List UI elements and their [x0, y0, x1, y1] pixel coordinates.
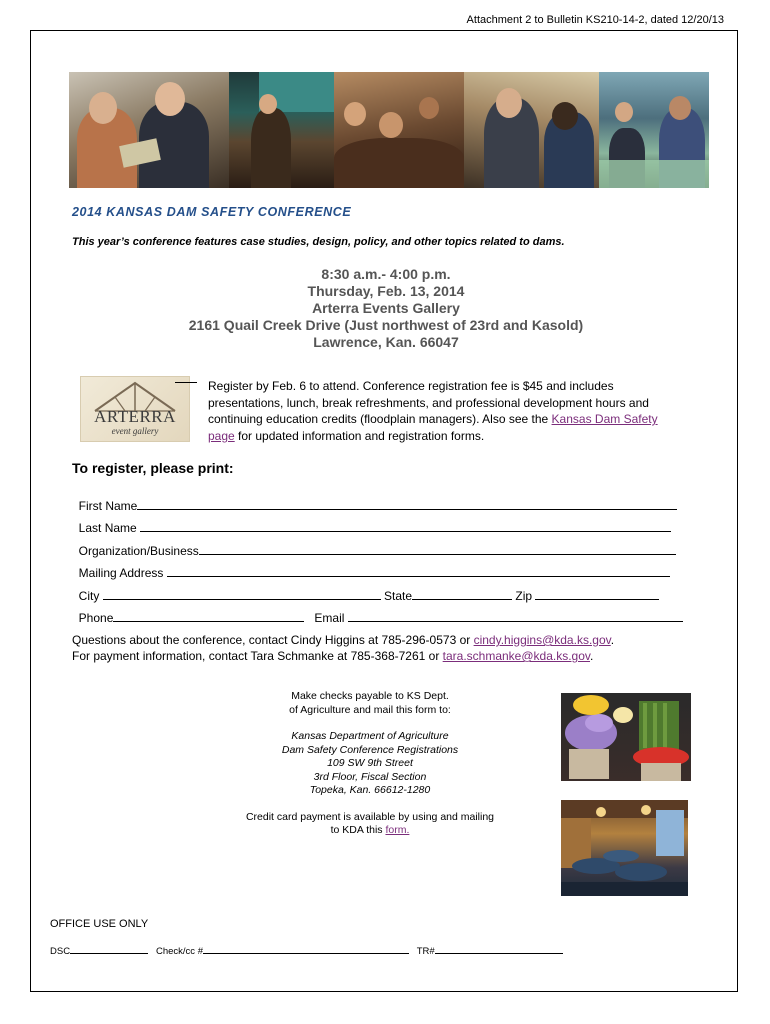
photo-registration-table: [599, 72, 709, 188]
check-instruction-1: Make checks payable to KS Dept.: [291, 690, 449, 702]
photo-networking: [464, 72, 599, 188]
mailing-address-label: Mailing Address: [78, 566, 164, 580]
conference-subtitle: This year’s conference features case studies, design, policy, and other topics related to dams.: [72, 236, 565, 248]
registration-text-end: for updated information and registration forms.: [234, 428, 485, 443]
registration-info: [208, 378, 668, 444]
phone-label: Phone: [78, 611, 114, 625]
photo-speaker-podium: [229, 72, 334, 188]
check-field[interactable]: [203, 944, 409, 954]
state-label: State: [384, 589, 413, 603]
mail-address-line-2: Dam Safety Conference Registrations: [281, 743, 459, 756]
phone-email-row: [72, 596, 683, 625]
cindy-higgins-email-link[interactable]: cindy.higgins@kda.ks.gov: [473, 633, 611, 647]
payment-contact-text: For payment information, contact Tara Schmanke at 785-368-7261 or: [72, 649, 443, 663]
mail-address-line-5: Topeka, Kan. 66612-1280: [309, 784, 431, 796]
organization-label: Organization/Business: [78, 544, 199, 558]
phone-field[interactable]: [113, 610, 304, 622]
city-label: City: [78, 589, 100, 603]
credit-card-note-2: [220, 824, 520, 838]
photo-attendees-talking: [69, 72, 229, 188]
payment-contact-line: [72, 648, 614, 664]
dsc-label: DSC: [50, 946, 71, 957]
mail-address-line-1: Kansas Department of Agriculture: [291, 730, 449, 742]
bulletin-attachment-note: Attachment 2 to Bulletin KS210-14-2, dated 12/20/13: [466, 14, 724, 26]
contact-info: [72, 632, 614, 664]
event-time: 8:30 a.m.- 4:00 p.m.: [321, 266, 451, 282]
mail-address-line-3: 109 SW 9th Street: [327, 757, 413, 769]
kansas-dam-safety-link[interactable]: Kansas Dam Safety page: [208, 412, 658, 443]
logo-divider: [175, 382, 197, 383]
event-date: Thursday, Feb. 13, 2014: [307, 283, 465, 299]
event-address: 2161 Quail Creek Drive (Just northwest of 23rd and Kasold): [188, 317, 584, 333]
mailing-instructions: [220, 690, 520, 838]
credit-card-note-1: Credit card payment is available by using and mailing: [245, 810, 495, 823]
event-city: Lawrence, Kan. 66047: [313, 334, 459, 350]
tr-field[interactable]: [435, 944, 563, 954]
period: .: [590, 649, 594, 663]
photo-flower-arrangement: [561, 693, 691, 781]
event-details: [72, 266, 700, 351]
email-field[interactable]: [348, 610, 683, 622]
zip-label: Zip: [515, 589, 533, 603]
registration-text: Register by Feb. 6 to attend. Conference registration fee is $45 and includes presentations, lunch, break refreshments, and professional development hours and continuing education credits (floodplain managers). Also see the: [208, 379, 649, 426]
form-heading: To register, please print:: [72, 460, 234, 476]
last-name-label: Last Name: [78, 521, 137, 535]
credit-card-form-link[interactable]: form.: [385, 824, 410, 836]
conference-photo-banner: [69, 72, 709, 188]
dsc-field[interactable]: [70, 944, 148, 954]
email-label: Email: [314, 611, 345, 625]
conference-contact-line: [72, 632, 614, 648]
first-name-label: First Name: [78, 499, 138, 513]
check-label: Check/cc #: [155, 946, 203, 957]
mail-address-line-4: 3rd Floor, Fiscal Section: [313, 770, 427, 783]
arterra-logo: [80, 376, 190, 442]
credit-card-note-text: to KDA this: [330, 824, 386, 836]
check-instruction-2: of Agriculture and mail this form to:: [289, 703, 451, 716]
conference-title: 2014 KANSAS DAM SAFETY CONFERENCE: [72, 205, 352, 219]
arterra-wordmark: ARTERRA: [94, 407, 176, 426]
period: .: [610, 633, 615, 647]
tara-schmanke-email-link[interactable]: tara.schmanke@kda.ks.gov: [442, 649, 591, 663]
tr-label: TR#: [416, 946, 435, 957]
office-use-heading: OFFICE USE ONLY: [50, 918, 149, 930]
event-venue: Arterra Events Gallery: [312, 300, 460, 316]
photo-audience: [334, 72, 464, 188]
arterra-tagline: event gallery: [111, 426, 159, 436]
conference-contact-text: Questions about the conference, contact Cindy Higgins at 785-296-0573 or: [72, 633, 474, 647]
photo-event-gallery-hall: [561, 800, 688, 896]
office-use-fields: [50, 944, 563, 957]
